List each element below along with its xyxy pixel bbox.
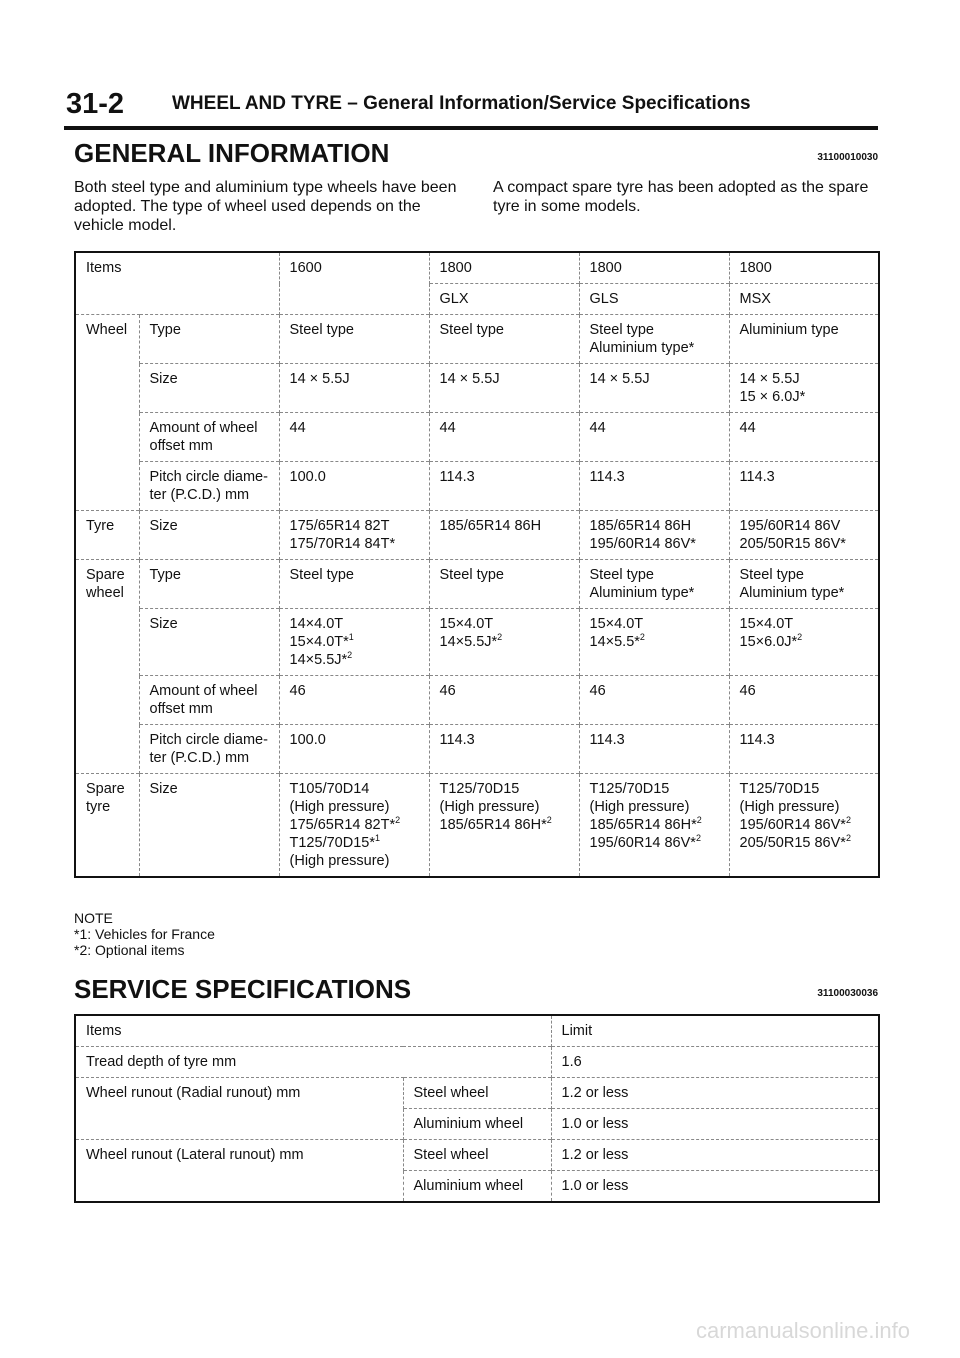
table-cell: 14 × 5.5J bbox=[579, 364, 729, 413]
row-label-offset: Amount of wheel offset mm bbox=[139, 676, 279, 725]
cell-line: T105/70D14 bbox=[289, 781, 370, 797]
table-row bbox=[75, 676, 879, 725]
cell-line: 14×5.5J*$^2$ bbox=[439, 632, 503, 650]
col-header-1800: 1800 bbox=[579, 252, 729, 284]
footnote-mark: 2 bbox=[395, 815, 401, 826]
footnote-mark: 2 bbox=[639, 632, 645, 643]
table-row bbox=[75, 1140, 879, 1171]
service-specifications-code: 31100030036 bbox=[817, 988, 878, 999]
table-cell: 185/65R14 86H 195/60R14 86V* bbox=[579, 511, 729, 560]
table-cell: 14 × 5.5J bbox=[279, 364, 429, 413]
intro-left-paragraph: Both steel type and aluminium type wheels have been adopted. The type of wheel used depends on the vehicle model. bbox=[74, 179, 457, 234]
notes bbox=[74, 910, 215, 958]
cell-line: (High pressure) bbox=[289, 853, 390, 869]
table-cell: 100.0 bbox=[279, 462, 429, 511]
cell-line: 185/65R14 86H*$^2$ bbox=[439, 815, 552, 833]
table-cell bbox=[429, 609, 579, 676]
row-label-size: Size bbox=[139, 511, 279, 560]
row-label-offset: Amount of wheel offset mm bbox=[139, 413, 279, 462]
footnote-mark: 2 bbox=[347, 650, 353, 661]
note-mark: *2: bbox=[74, 942, 92, 958]
table-cell: Wheel runout (Lateral runout) mm bbox=[75, 1140, 403, 1203]
cell-line: 195/60R14 86V*$^2$ bbox=[589, 833, 701, 851]
page-header-title: WHEEL AND TYRE – General Information/Service Specifications bbox=[172, 93, 751, 114]
group-spare-tyre: Spare tyre bbox=[75, 774, 139, 878]
footnote-mark: 1 bbox=[374, 833, 380, 844]
cell-line: 15×6.0J*$^2$ bbox=[739, 632, 803, 650]
table-cell: 46 bbox=[729, 676, 879, 725]
general-information-code: 31100010030 bbox=[817, 152, 878, 163]
cell-line: T125/70D15*$^1$ bbox=[289, 833, 380, 851]
row-label-size: Size bbox=[139, 364, 279, 413]
row-label-pcd: Pitch circle diame- ter (P.C.D.) mm bbox=[139, 725, 279, 774]
row-label-size: Size bbox=[139, 774, 279, 878]
table-cell: 1.0 or less bbox=[551, 1171, 879, 1203]
group-wheel: Wheel bbox=[75, 315, 139, 511]
table-row bbox=[75, 252, 879, 284]
footnote-mark: 2 bbox=[546, 815, 552, 826]
table-cell: 46 bbox=[279, 676, 429, 725]
table-cell: 46 bbox=[579, 676, 729, 725]
table-row bbox=[75, 284, 879, 315]
table-cell: 1.6 bbox=[551, 1047, 879, 1078]
table-cell: Aluminium wheel bbox=[403, 1171, 551, 1203]
table-row bbox=[75, 511, 879, 560]
footnote-mark: 2 bbox=[845, 815, 851, 826]
table-row bbox=[75, 1078, 879, 1109]
table-cell: Steel type Aluminium type* bbox=[579, 560, 729, 609]
table-cell: 1.0 or less bbox=[551, 1109, 879, 1140]
watermark: carmanualsonline.info bbox=[695, 1318, 910, 1343]
cell-line: 175/65R14 82T*$^2$ bbox=[289, 815, 401, 833]
intro-right-paragraph: A compact spare tyre has been adopted as the spare tyre in some models. bbox=[493, 179, 869, 215]
table-cell bbox=[729, 774, 879, 878]
cell-line: (High pressure) bbox=[439, 799, 540, 815]
row-label-type: Type bbox=[139, 315, 279, 364]
footnote-mark: 2 bbox=[695, 833, 701, 844]
cell-line: 15×4.0T*$^1$ bbox=[289, 632, 354, 650]
cell-line: 185/65R14 86H*$^2$ bbox=[589, 815, 702, 833]
footnote-mark: 2 bbox=[497, 632, 503, 643]
note-text: Vehicles for France bbox=[95, 926, 215, 942]
col-header-1600: 1600 bbox=[279, 252, 429, 284]
limit-header: Limit bbox=[551, 1015, 879, 1047]
note-title: NOTE bbox=[74, 910, 113, 926]
table-cell: Steel type bbox=[279, 315, 429, 364]
table-cell: 114.3 bbox=[429, 725, 579, 774]
header-rule bbox=[64, 126, 878, 130]
cell-line: (High pressure) bbox=[289, 799, 390, 815]
cell-line: (High pressure) bbox=[589, 799, 690, 815]
table-cell: 114.3 bbox=[729, 462, 879, 511]
table-cell: 1.2 or less bbox=[551, 1140, 879, 1171]
table-cell: 14 × 5.5J bbox=[429, 364, 579, 413]
row-label-pcd: Pitch circle diame- ter (P.C.D.) mm bbox=[139, 462, 279, 511]
table-row bbox=[75, 1015, 879, 1047]
general-information-heading: GENERAL INFORMATION bbox=[74, 138, 390, 168]
table-cell bbox=[579, 774, 729, 878]
table-cell: 1.2 or less bbox=[551, 1078, 879, 1109]
table-cell: Steel type Aluminium type* bbox=[579, 315, 729, 364]
table-cell: 195/60R14 86V 205/50R15 86V* bbox=[729, 511, 879, 560]
items-header: Items bbox=[86, 260, 122, 276]
footnote-mark: 2 bbox=[797, 632, 803, 643]
cell-line: 195/60R14 86V*$^2$ bbox=[739, 815, 851, 833]
row-label-size: Size bbox=[139, 609, 279, 676]
table-cell: Steel wheel bbox=[403, 1140, 551, 1171]
table-cell bbox=[279, 609, 429, 676]
group-spare-wheel: Spare wheel bbox=[75, 560, 139, 774]
table-cell bbox=[729, 609, 879, 676]
table-cell: Aluminium wheel bbox=[403, 1109, 551, 1140]
table-cell: 175/65R14 82T 175/70R14 84T* bbox=[279, 511, 429, 560]
table-row bbox=[75, 315, 879, 364]
footnote-mark: 1 bbox=[348, 632, 354, 643]
cell-line: 15×4.0T bbox=[589, 616, 644, 632]
table-row bbox=[75, 609, 879, 676]
items-header: Items bbox=[86, 1023, 122, 1039]
grade-msx: MSX bbox=[729, 284, 879, 315]
table-cell: Steel type bbox=[429, 560, 579, 609]
table-cell: 44 bbox=[279, 413, 429, 462]
table-row bbox=[75, 462, 879, 511]
footnote-mark: 2 bbox=[696, 815, 702, 826]
note-mark: *1: bbox=[74, 926, 92, 942]
table-cell: 44 bbox=[729, 413, 879, 462]
table-cell: Tread depth of tyre mm bbox=[75, 1047, 551, 1078]
table-cell: 114.3 bbox=[579, 725, 729, 774]
note-item bbox=[74, 926, 215, 942]
table-cell: Steel wheel bbox=[403, 1078, 551, 1109]
table-cell: Wheel runout (Radial runout) mm bbox=[75, 1078, 403, 1140]
note-text: Optional items bbox=[95, 942, 185, 958]
cell-line: 15×4.0T bbox=[439, 616, 494, 632]
cell-line: T125/70D15 bbox=[589, 781, 670, 797]
grade-glx: GLX bbox=[429, 284, 579, 315]
table-cell: 44 bbox=[579, 413, 729, 462]
table-cell: 185/65R14 86H bbox=[429, 511, 579, 560]
table-cell: 46 bbox=[429, 676, 579, 725]
col-header-1800: 1800 bbox=[729, 252, 879, 284]
table-cell: 114.3 bbox=[429, 462, 579, 511]
table-row bbox=[75, 1047, 879, 1078]
cell-line: (High pressure) bbox=[739, 799, 840, 815]
table-cell: 114.3 bbox=[729, 725, 879, 774]
table-cell bbox=[279, 774, 429, 878]
page-number: 31-2 bbox=[66, 88, 125, 120]
footnote-mark: 2 bbox=[845, 833, 851, 844]
table-cell: Steel type Aluminium type* bbox=[729, 560, 879, 609]
table-cell: Steel type bbox=[279, 560, 429, 609]
cell-line: 14×5.5J*$^2$ bbox=[289, 650, 353, 668]
table-cell bbox=[429, 774, 579, 878]
table-cell: 100.0 bbox=[279, 725, 429, 774]
cell-line: T125/70D15 bbox=[439, 781, 520, 797]
table-cell: 44 bbox=[429, 413, 579, 462]
table-cell: 14 × 5.5J 15 × 6.0J* bbox=[729, 364, 879, 413]
service-specifications-table bbox=[74, 1014, 880, 1203]
table-cell bbox=[579, 609, 729, 676]
cell-line: 14×4.0T bbox=[289, 616, 344, 632]
row-label-type: Type bbox=[139, 560, 279, 609]
cell-line: 205/50R15 86V*$^2$ bbox=[739, 833, 851, 851]
table-cell: Steel type bbox=[429, 315, 579, 364]
table-cell: Aluminium type bbox=[729, 315, 879, 364]
table-cell: 114.3 bbox=[579, 462, 729, 511]
group-tyre: Tyre bbox=[75, 511, 139, 560]
cell-line: T125/70D15 bbox=[739, 781, 820, 797]
service-specifications-heading: SERVICE SPECIFICATIONS bbox=[74, 974, 412, 1004]
grade-gls: GLS bbox=[579, 284, 729, 315]
cell-line: 15×4.0T bbox=[739, 616, 794, 632]
table-row bbox=[75, 774, 879, 878]
note-item bbox=[74, 942, 215, 958]
table-row bbox=[75, 364, 879, 413]
general-information-table bbox=[74, 251, 880, 878]
col-header-1800: 1800 bbox=[429, 252, 579, 284]
table-row bbox=[75, 413, 879, 462]
cell-line: 14×5.5*$^2$ bbox=[589, 632, 645, 650]
table-row bbox=[75, 560, 879, 609]
table-row bbox=[75, 725, 879, 774]
